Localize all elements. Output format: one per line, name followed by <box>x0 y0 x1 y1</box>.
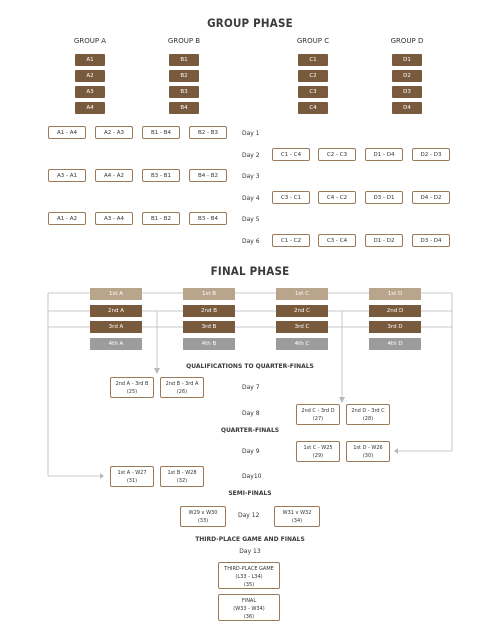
match-28-label: 2nd D - 3rd C <box>351 408 385 414</box>
day-8-label: Day 8 <box>242 410 260 417</box>
match-d4-d2: D4 - D2 <box>412 191 450 204</box>
match-34 <box>274 506 320 527</box>
match-27 <box>296 404 340 425</box>
day-2-label: Day 2 <box>242 152 260 159</box>
match-36-label: (W33 - W34) <box>233 606 265 612</box>
match-25 <box>110 377 154 398</box>
match-d1-d4: D1 - D4 <box>365 148 403 161</box>
match-b4-b2: B4 - B2 <box>189 169 227 182</box>
match-b1-b4: B1 - B4 <box>142 126 180 139</box>
match-31 <box>110 466 154 487</box>
match-d2-d3: D2 - D3 <box>412 148 450 161</box>
team-d1: D1 <box>392 54 422 66</box>
team-d2: D2 <box>392 70 422 82</box>
rank-2nd-a: 2nd A <box>90 305 142 317</box>
match-29 <box>296 441 340 462</box>
match-25-label: 2nd A - 3rd B <box>115 381 149 387</box>
match-a2-a3: A2 - A3 <box>95 126 133 139</box>
match-32-number: (32) <box>176 478 188 484</box>
team-a4: A4 <box>75 102 105 114</box>
match-34-label: W31 v W32 <box>282 510 312 516</box>
group-d-label: GROUP D <box>390 37 424 45</box>
rank-3rd-c: 3rd C <box>276 321 328 333</box>
match-a3-a4: A3 - A4 <box>95 212 133 225</box>
match-35-number: (35) <box>243 582 255 588</box>
group-b-label: GROUP B <box>167 37 201 45</box>
match-b3-b4: B3 - B4 <box>189 212 227 225</box>
day-12-label: Day 12 <box>238 512 260 519</box>
team-a2: A2 <box>75 70 105 82</box>
rank-1st-b: 1st B <box>183 288 235 300</box>
match-d3-d1: D3 - D1 <box>365 191 403 204</box>
match-31-label: 1st A - W27 <box>117 470 147 476</box>
team-c4: C4 <box>298 102 328 114</box>
rank-4th-a: 4th A <box>90 338 142 350</box>
group-c-label: GROUP C <box>296 37 330 45</box>
match-25-number: (25) <box>126 389 138 395</box>
team-b4: B4 <box>169 102 199 114</box>
rank-4th-b: 4th B <box>183 338 235 350</box>
rank-3rd-b: 3rd B <box>183 321 235 333</box>
match-32 <box>160 466 204 487</box>
day-10-label: Day10 <box>242 473 262 480</box>
match-35 <box>218 562 280 589</box>
match-c3-c4: C3 - C4 <box>318 234 356 247</box>
match-d1-d2: D1 - D2 <box>365 234 403 247</box>
rank-1st-a: 1st A <box>90 288 142 300</box>
match-c3-c1: C3 - C1 <box>272 191 310 204</box>
match-d3-d4: D3 - D4 <box>412 234 450 247</box>
day-9-label: Day 9 <box>242 448 260 455</box>
rank-2nd-d: 2nd D <box>369 305 421 317</box>
day-3-label: Day 3 <box>242 173 260 180</box>
match-30-number: (30) <box>362 453 374 459</box>
match-c1-c2: C1 - C2 <box>272 234 310 247</box>
match-26-number: (26) <box>176 389 188 395</box>
group-phase-title: GROUP PHASE <box>207 16 293 30</box>
finals-title: THIRD-PLACE GAME AND FINALS <box>195 536 305 543</box>
semi-finals-title: SEMI-FINALS <box>228 490 272 497</box>
team-c1: C1 <box>298 54 328 66</box>
team-b3: B3 <box>169 86 199 98</box>
team-c3: C3 <box>298 86 328 98</box>
team-c2: C2 <box>298 70 328 82</box>
match-a3-a1: A3 - A1 <box>48 169 86 182</box>
match-36-number: (36) <box>243 614 255 620</box>
day-7-label: Day 7 <box>242 384 260 391</box>
day-5-label: Day 5 <box>242 216 260 223</box>
match-b3-b1: B3 - B1 <box>142 169 180 182</box>
rank-4th-d: 4th D <box>369 338 421 350</box>
match-b2-b3: B2 - B3 <box>189 126 227 139</box>
match-29-number: (29) <box>312 453 324 459</box>
team-b1: B1 <box>169 54 199 66</box>
team-d4: D4 <box>392 102 422 114</box>
match-a4-a2: A4 - A2 <box>95 169 133 182</box>
quarter-finals-title: QUARTER-FINALS <box>220 427 280 434</box>
rank-1st-d: 1st D <box>369 288 421 300</box>
team-a1: A1 <box>75 54 105 66</box>
match-35-label: (L33 - L34) <box>235 574 263 580</box>
match-31-number: (31) <box>126 478 138 484</box>
team-a3: A3 <box>75 86 105 98</box>
match-28-number: (28) <box>362 416 374 422</box>
day-1-label: Day 1 <box>242 130 260 137</box>
match-27-number: (27) <box>312 416 324 422</box>
match-27-label: 2nd C - 3rd D <box>301 408 335 414</box>
day-6-label: Day 6 <box>242 238 260 245</box>
match-35-title: THIRD-PLACE GAME <box>224 566 274 572</box>
rank-4th-c: 4th C <box>276 338 328 350</box>
team-b2: B2 <box>169 70 199 82</box>
match-34-number: (34) <box>291 518 303 524</box>
match-32-label: 1st B - W28 <box>167 470 197 476</box>
match-33 <box>180 506 226 527</box>
match-29-label: 1st C - W25 <box>303 445 333 451</box>
match-c2-c3: C2 - C3 <box>318 148 356 161</box>
rank-3rd-d: 3rd D <box>369 321 421 333</box>
match-c1-c4: C1 - C4 <box>272 148 310 161</box>
match-26-label: 2nd B - 3rd A <box>165 381 199 387</box>
rank-2nd-b: 2nd B <box>183 305 235 317</box>
rank-2nd-c: 2nd C <box>276 305 328 317</box>
match-33-label: W29 v W30 <box>188 510 218 516</box>
final-phase-title: FINAL PHASE <box>210 264 290 278</box>
match-30-label: 1st D - W26 <box>353 445 383 451</box>
qualifications-title: QUALIFICATIONS TO QUARTER-FINALS <box>186 363 314 370</box>
rank-3rd-a: 3rd A <box>90 321 142 333</box>
rank-1st-c: 1st C <box>276 288 328 300</box>
match-30 <box>346 441 390 462</box>
day-13-label: Day 13 <box>239 548 261 555</box>
match-c4-c2: C4 - C2 <box>318 191 356 204</box>
match-a1-a4: A1 - A4 <box>48 126 86 139</box>
match-a1-a2: A1 - A2 <box>48 212 86 225</box>
team-d3: D3 <box>392 86 422 98</box>
day-4-label: Day 4 <box>242 195 260 202</box>
match-33-number: (33) <box>197 518 209 524</box>
match-26 <box>160 377 204 398</box>
match-36 <box>218 594 280 621</box>
match-b1-b2: B1 - B2 <box>142 212 180 225</box>
group-a-label: GROUP A <box>73 37 107 45</box>
match-28 <box>346 404 390 425</box>
match-36-title: FINAL <box>241 598 257 604</box>
